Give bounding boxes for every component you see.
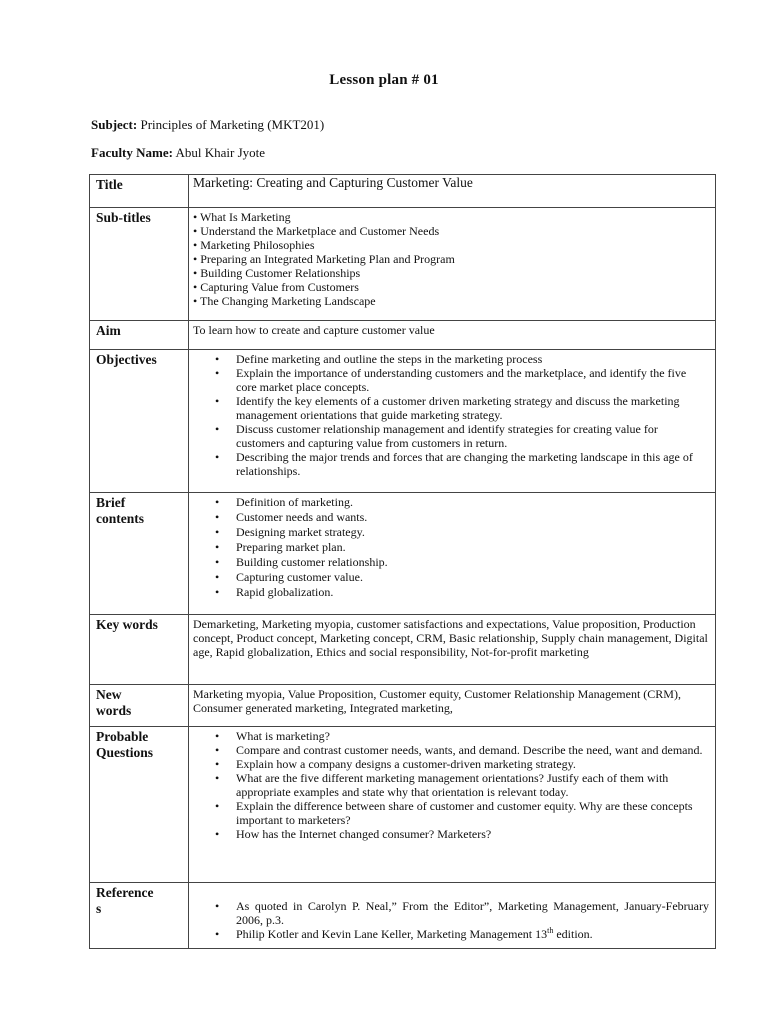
row-label-aim: Aim	[90, 321, 189, 350]
subject-value: Principles of Marketing (MKT201)	[140, 117, 325, 132]
row-label-brief-contents	[90, 493, 189, 615]
row-label-objectives: Objectives	[90, 350, 189, 493]
new-words-label-line2: words	[96, 703, 132, 718]
faculty-label: Faculty Name:	[91, 145, 173, 160]
list-item: • Definition of marketing.	[236, 495, 709, 510]
list-item: • Rapid globalization.	[236, 585, 709, 600]
list-item: • Capturing Value from Customers	[193, 280, 709, 294]
row-probable-questions	[90, 727, 716, 883]
new-words-text: Marketing myopia, Value Proposition, Customer equity, Customer Relationship Management (CRM), Consumer generated marketing, Integrated marketing,	[193, 687, 681, 715]
list-item: • Customer needs and wants.	[236, 510, 709, 525]
row-value-objectives	[189, 350, 716, 493]
list-item: • As quoted in Carolyn P. Neal,” From the Editor”, Marketing Management, January-February 2006, p.3.	[236, 899, 709, 927]
row-key-words	[90, 615, 716, 685]
aim-text: To learn how to create and capture customer value	[193, 323, 435, 337]
list-item: • What is marketing?	[236, 729, 709, 743]
list-item: • Building Customer Relationships	[193, 266, 709, 280]
list-item: • What Is Marketing	[193, 210, 709, 224]
new-words-label-line1: New	[96, 687, 122, 702]
brief-label-line2: contents	[96, 511, 144, 526]
objectives-list	[193, 352, 709, 478]
questions-label-line2: Questions	[96, 745, 154, 760]
faculty-line	[91, 145, 265, 161]
lesson-title: Marketing: Creating and Capturing Customer Value	[193, 175, 473, 190]
list-item: • Identify the key elements of a customer driven marketing strategy and discuss the marketing management orientations that guide marketing strategy.	[236, 394, 709, 422]
subject-line	[91, 117, 324, 133]
references-label-line2: s	[96, 901, 102, 916]
list-item: • Marketing Philosophies	[193, 238, 709, 252]
faculty-value: Abul Khair Jyote	[175, 145, 266, 160]
row-value-key-words	[189, 615, 716, 685]
list-item: • Building customer relationship.	[236, 555, 709, 570]
row-value-subtitles	[189, 208, 716, 321]
list-item: • The Changing Marketing Landscape	[193, 294, 709, 308]
list-item: • Capturing customer value.	[236, 570, 709, 585]
list-item: • How has the Internet changed consumer? Marketers?	[236, 827, 709, 841]
key-words-text: Demarketing, Marketing myopia, customer satisfactions and expectations, Value proposition, Production concept, Product concept, Marketing concept, CRM, Basic relationship, Supply chain management, Digital age, Rapid globalization, Ethics and social responsibility, Not-for-profit marketing	[193, 617, 708, 659]
list-item: • Designing market strategy.	[236, 525, 709, 540]
reference-text-end: edition.	[553, 927, 593, 941]
row-label-new-words	[90, 685, 189, 727]
subject-label: Subject:	[91, 117, 138, 132]
list-item: • What are the five different marketing management orientations? Justify each of them with appropriate examples and state why that orientation is relevant today.	[236, 771, 709, 799]
row-label-title: Title	[90, 175, 189, 208]
row-value-references	[189, 883, 716, 949]
row-value-aim	[189, 321, 716, 350]
row-references	[90, 883, 716, 949]
superscript: th	[547, 926, 554, 935]
list-item	[236, 927, 709, 941]
row-brief-contents	[90, 493, 716, 615]
row-value-probable-questions	[189, 727, 716, 883]
list-item: • Preparing an Integrated Marketing Plan and Program	[193, 252, 709, 266]
list-item: • Explain how a company designs a customer-driven marketing strategy.	[236, 757, 709, 771]
references-list	[193, 899, 709, 941]
list-item: • Discuss customer relationship management and identify strategies for creating value for customers and capturing value from customers in return.	[236, 422, 709, 450]
reference-text: Philip Kotler and Kevin Lane Keller, Marketing Management 13	[236, 927, 548, 941]
row-value-brief-contents	[189, 493, 716, 615]
lesson-plan-table	[89, 174, 716, 949]
row-title	[90, 175, 716, 208]
list-item: • Preparing market plan.	[236, 540, 709, 555]
row-label-probable-questions	[90, 727, 189, 883]
row-aim	[90, 321, 716, 350]
row-label-references	[90, 883, 189, 949]
row-label-subtitles: Sub-titles	[90, 208, 189, 321]
list-item: • Describing the major trends and forces that are changing the marketing landscape in this age of relationships.	[236, 450, 709, 478]
row-value-title	[189, 175, 716, 208]
row-subtitles	[90, 208, 716, 321]
brief-contents-list	[193, 495, 709, 600]
questions-label-line1: Probable	[96, 729, 149, 744]
row-new-words	[90, 685, 716, 727]
list-item: • Explain the importance of understanding customers and the marketplace, and identify the five core market place concepts.	[236, 366, 709, 394]
subtitles-list	[193, 210, 709, 308]
list-item: • Understand the Marketplace and Customer Needs	[193, 224, 709, 238]
list-item: • Define marketing and outline the steps in the marketing process	[236, 352, 709, 366]
page-title: Lesson plan # 01	[329, 72, 439, 88]
questions-list	[193, 729, 709, 841]
row-objectives	[90, 350, 716, 493]
row-value-new-words	[189, 685, 716, 727]
list-item: • Compare and contrast customer needs, wants, and demand. Describe the need, want and demand.	[236, 743, 709, 757]
list-item: • Explain the difference between share of customer and customer equity. Why are these concepts important to marketers?	[236, 799, 709, 827]
brief-label-line1: Brief	[96, 495, 126, 510]
references-label-line1: Reference	[96, 885, 154, 900]
row-label-key-words: Key words	[90, 615, 189, 685]
